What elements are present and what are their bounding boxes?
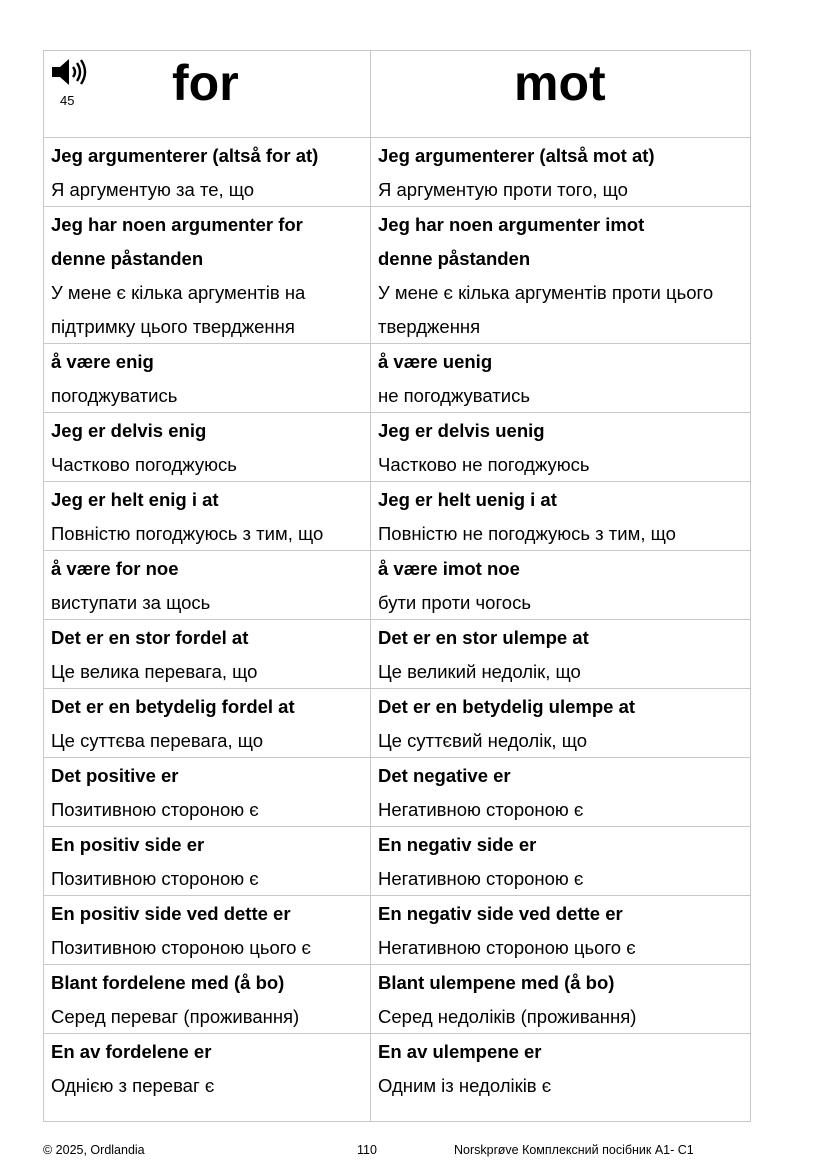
ukrainian-translation: Негативною стороною є <box>378 868 584 889</box>
cell-for <box>51 551 363 620</box>
ukrainian-translation: бути проти чогось <box>378 592 531 613</box>
footer-book-title: Norskprøve Комплексний посібник А1- С1 <box>454 1143 694 1157</box>
ukrainian-translation: Це суттєвий недолік, що <box>378 730 587 751</box>
norwegian-phrase: Det er en betydelig fordel at <box>51 696 295 717</box>
cell-for <box>51 413 363 482</box>
norwegian-phrase: En av ulempene er <box>378 1041 542 1062</box>
table-header <box>44 51 750 138</box>
norwegian-phrase: å være imot noe <box>378 558 520 579</box>
audio-track-number: 45 <box>60 93 75 108</box>
table-row <box>44 689 750 758</box>
ukrainian-translation: твердження <box>378 316 481 337</box>
cell-mot <box>378 413 748 482</box>
ukrainian-translation: погоджуватись <box>51 385 178 406</box>
header-cell-mot <box>371 51 751 138</box>
norwegian-phrase: Jeg argumenterer (altså mot at) <box>378 145 655 166</box>
column-title-for: for <box>172 55 239 111</box>
ukrainian-translation: У мене є кілька аргументів проти цього <box>378 282 714 303</box>
norwegian-phrase: Blant fordelene med (å bo) <box>51 972 285 993</box>
norwegian-phrase: Jeg er delvis enig <box>51 420 207 441</box>
cell-for <box>51 620 363 689</box>
table-body <box>44 138 750 1103</box>
ukrainian-translation: Повністю не погоджуюсь з тим, що <box>378 523 676 544</box>
footer-page-number: 110 <box>357 1143 377 1157</box>
footer-copyright: © 2025, Ordlandia <box>43 1143 145 1157</box>
table-row <box>44 896 750 965</box>
ukrainian-translation: Частково не погоджуюсь <box>378 454 590 475</box>
table-row <box>44 207 750 344</box>
cell-mot <box>378 620 748 689</box>
cell-mot <box>378 689 748 758</box>
norwegian-phrase: Det negative er <box>378 765 511 786</box>
norwegian-phrase: En positiv side er <box>51 834 205 855</box>
cell-for <box>51 758 363 827</box>
table-row <box>44 965 750 1034</box>
cell-mot <box>378 344 748 413</box>
ukrainian-translation: Позитивною стороною цього є <box>51 937 311 958</box>
cell-for <box>51 344 363 413</box>
table-row <box>44 620 750 689</box>
ukrainian-translation: Це суттєва перевага, що <box>51 730 264 751</box>
cell-mot <box>378 896 748 965</box>
table-row <box>44 344 750 413</box>
ukrainian-translation: Позитивною стороною є <box>51 799 259 820</box>
cell-mot <box>378 965 748 1034</box>
norwegian-phrase: Det er en betydelig ulempe at <box>378 696 636 717</box>
ukrainian-translation: Частково погоджуюсь <box>51 454 237 475</box>
speaker-icon[interactable] <box>50 57 88 87</box>
norwegian-phrase: Det positive er <box>51 765 179 786</box>
cell-mot <box>378 1034 748 1103</box>
norwegian-phrase: denne påstanden <box>378 248 531 269</box>
norwegian-phrase: Jeg er delvis uenig <box>378 420 545 441</box>
norwegian-phrase: En negativ side er <box>378 834 537 855</box>
norwegian-phrase: En negativ side ved dette er <box>378 903 623 924</box>
table-row <box>44 482 750 551</box>
cell-mot <box>378 138 748 207</box>
table-row <box>44 758 750 827</box>
cell-mot <box>378 551 748 620</box>
ukrainian-translation: Негативною стороною цього є <box>378 937 636 958</box>
cell-for <box>51 207 363 344</box>
cell-mot <box>378 207 748 344</box>
norwegian-phrase: Jeg har noen argumenter imot <box>378 214 645 235</box>
norwegian-phrase: En positiv side ved dette er <box>51 903 291 924</box>
norwegian-phrase: å være uenig <box>378 351 493 372</box>
ukrainian-translation: Повністю погоджуюсь з тим, що <box>51 523 324 544</box>
norwegian-phrase: Det er en stor ulempe at <box>378 627 589 648</box>
cell-for <box>51 482 363 551</box>
cell-mot <box>378 482 748 551</box>
ukrainian-translation: У мене є кілька аргументів на <box>51 282 306 303</box>
norwegian-phrase: denne påstanden <box>51 248 204 269</box>
table-row <box>44 1034 750 1103</box>
ukrainian-translation: Серед переваг (проживання) <box>51 1006 300 1027</box>
norwegian-phrase: En av fordelene er <box>51 1041 212 1062</box>
cell-for <box>51 965 363 1034</box>
ukrainian-translation: Одним із недоліків є <box>378 1075 552 1096</box>
ukrainian-translation: виступати за щось <box>51 592 211 613</box>
norwegian-phrase: Jeg er helt uenig i at <box>378 489 557 510</box>
norwegian-phrase: Blant ulempene med (å bo) <box>378 972 615 993</box>
table-row <box>44 551 750 620</box>
column-title-mot: mot <box>514 55 606 111</box>
norwegian-phrase: Jeg er helt enig i at <box>51 489 219 510</box>
cell-for <box>51 689 363 758</box>
header-cell-for <box>44 51 370 138</box>
table-row <box>44 827 750 896</box>
norwegian-phrase: Jeg argumenterer (altså for at) <box>51 145 319 166</box>
table-row <box>44 413 750 482</box>
ukrainian-translation: Я аргументую за те, що <box>51 179 255 200</box>
ukrainian-translation: Це великий недолік, що <box>378 661 581 682</box>
ukrainian-translation: Однією з переваг є <box>51 1075 215 1096</box>
cell-for <box>51 827 363 896</box>
phrase-table <box>43 50 751 1122</box>
norwegian-phrase: Det er en stor fordel at <box>51 627 249 648</box>
cell-mot <box>378 827 748 896</box>
ukrainian-translation: не погоджуватись <box>378 385 531 406</box>
ukrainian-translation: Негативною стороною є <box>378 799 584 820</box>
ukrainian-translation: Це велика перевага, що <box>51 661 258 682</box>
ukrainian-translation: підтримку цього твердження <box>51 316 295 337</box>
norwegian-phrase: å være enig <box>51 351 154 372</box>
cell-mot <box>378 758 748 827</box>
cell-for <box>51 1034 363 1103</box>
ukrainian-translation: Я аргументую проти того, що <box>378 179 628 200</box>
ukrainian-translation: Серед недоліків (проживання) <box>378 1006 637 1027</box>
cell-for <box>51 896 363 965</box>
ukrainian-translation: Позитивною стороною є <box>51 868 259 889</box>
norwegian-phrase: Jeg har noen argumenter for <box>51 214 303 235</box>
table-row <box>44 138 750 207</box>
norwegian-phrase: å være for noe <box>51 558 179 579</box>
cell-for <box>51 138 363 207</box>
